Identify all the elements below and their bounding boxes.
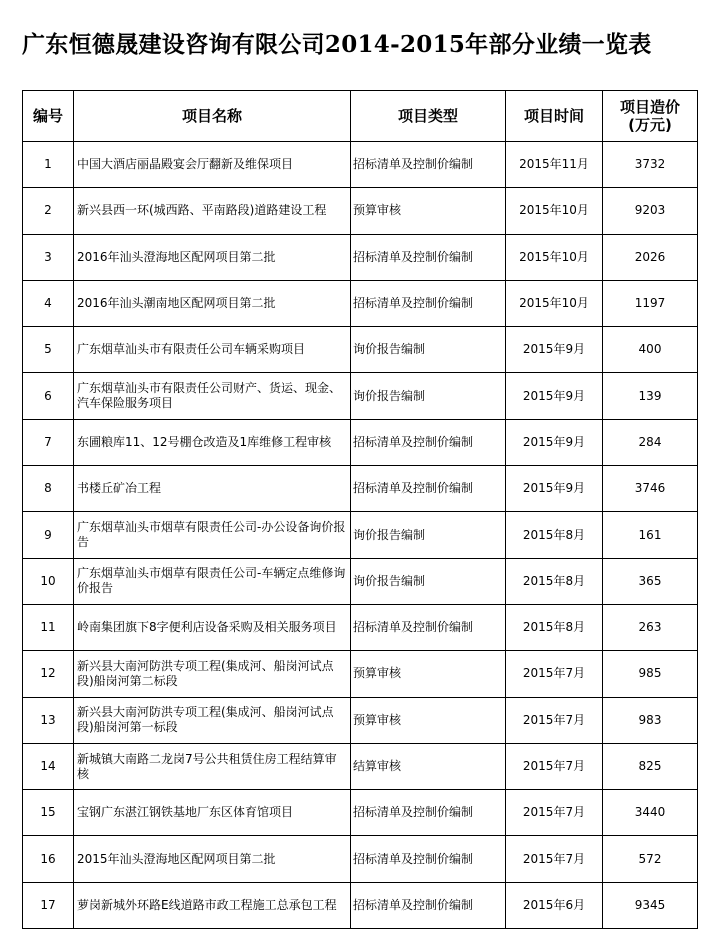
- cell-no: 5: [23, 327, 74, 373]
- cell-no: 3: [23, 234, 74, 280]
- cell-project-name: 萝岗新城外环路E线道路市政工程施工总承包工程: [74, 882, 351, 928]
- cell-project-type: 招标清单及控制价编制: [351, 142, 506, 188]
- cell-no: 15: [23, 790, 74, 836]
- table-row: [23, 558, 698, 604]
- cell-project-type: 预算审核: [351, 651, 506, 697]
- cell-project-name: 新兴县大南河防洪专项工程(集成河、船岗河试点段)船岗河第一标段: [74, 697, 351, 743]
- cell-project-name: 广东烟草汕头市烟草有限责任公司-车辆定点维修询价报告: [74, 558, 351, 604]
- cell-no: 1: [23, 142, 74, 188]
- table-row: [23, 882, 698, 928]
- cell-no: 2: [23, 188, 74, 234]
- cell-no: 8: [23, 466, 74, 512]
- cell-project-type: 询价报告编制: [351, 327, 506, 373]
- cell-no: 13: [23, 697, 74, 743]
- cell-no: 14: [23, 743, 74, 789]
- cell-project-time: 2015年9月: [506, 466, 603, 512]
- cell-project-time: 2015年10月: [506, 234, 603, 280]
- header-type: 项目类型: [351, 91, 506, 142]
- table-row: [23, 743, 698, 789]
- cell-project-time: 2015年7月: [506, 651, 603, 697]
- cell-project-type: 招标清单及控制价编制: [351, 234, 506, 280]
- cell-project-time: 2015年10月: [506, 280, 603, 326]
- header-time: 项目时间: [506, 91, 603, 142]
- table-row: [23, 697, 698, 743]
- table-row: [23, 373, 698, 419]
- cell-no: 6: [23, 373, 74, 419]
- cell-project-time: 2015年9月: [506, 327, 603, 373]
- cell-project-cost: 284: [603, 419, 698, 465]
- cell-project-type: 招标清单及控制价编制: [351, 790, 506, 836]
- cell-project-type: 预算审核: [351, 697, 506, 743]
- cell-project-type: 预算审核: [351, 188, 506, 234]
- performance-table: [22, 90, 698, 929]
- table-row: [23, 419, 698, 465]
- header-cost-line2: (万元): [628, 116, 672, 134]
- cell-project-name: 2016年汕头澄海地区配网项目第二批: [74, 234, 351, 280]
- cell-project-cost: 3732: [603, 142, 698, 188]
- cell-project-cost: 985: [603, 651, 698, 697]
- cell-project-type: 询价报告编制: [351, 373, 506, 419]
- cell-project-cost: 3440: [603, 790, 698, 836]
- table-row: [23, 790, 698, 836]
- cell-project-type: 招标清单及控制价编制: [351, 466, 506, 512]
- cell-no: 16: [23, 836, 74, 882]
- cell-project-time: 2015年10月: [506, 188, 603, 234]
- cell-project-type: 招标清单及控制价编制: [351, 882, 506, 928]
- cell-project-time: 2015年7月: [506, 743, 603, 789]
- cell-project-name: 广东烟草汕头市有限责任公司财产、货运、现金、汽车保险服务项目: [74, 373, 351, 419]
- cell-project-name: 岭南集团旗下8字便利店设备采购及相关服务项目: [74, 604, 351, 650]
- table-row: [23, 327, 698, 373]
- cell-project-cost: 400: [603, 327, 698, 373]
- cell-project-type: 招标清单及控制价编制: [351, 604, 506, 650]
- table-row: [23, 604, 698, 650]
- cell-project-type: 招标清单及控制价编制: [351, 419, 506, 465]
- header-name: 项目名称: [74, 91, 351, 142]
- cell-project-time: 2015年7月: [506, 836, 603, 882]
- cell-project-cost: 1197: [603, 280, 698, 326]
- cell-project-name: 东圃粮库11、12号棚仓改造及1库维修工程审核: [74, 419, 351, 465]
- cell-no: 17: [23, 882, 74, 928]
- table-row: [23, 651, 698, 697]
- cell-project-type: 结算审核: [351, 743, 506, 789]
- page-title: 广东恒德晟建设咨询有限公司2014-2015年部分业绩一览表: [22, 31, 652, 58]
- table-row: [23, 142, 698, 188]
- cell-no: 7: [23, 419, 74, 465]
- cell-no: 4: [23, 280, 74, 326]
- header-cost: [603, 91, 698, 142]
- cell-project-cost: 2026: [603, 234, 698, 280]
- cell-project-name: 广东烟草汕头市有限责任公司车辆采购项目: [74, 327, 351, 373]
- cell-no: 10: [23, 558, 74, 604]
- cell-project-cost: 3746: [603, 466, 698, 512]
- cell-project-name: 中国大酒店丽晶殿宴会厅翻新及维保项目: [74, 142, 351, 188]
- header-cost-line1: 项目造价: [619, 98, 680, 116]
- cell-project-time: 2015年9月: [506, 419, 603, 465]
- cell-project-type: 招标清单及控制价编制: [351, 280, 506, 326]
- table-row: [23, 188, 698, 234]
- cell-project-cost: 9203: [603, 188, 698, 234]
- cell-project-type: 招标清单及控制价编制: [351, 836, 506, 882]
- cell-project-name: 新兴县西一环(城西路、平南路段)道路建设工程: [74, 188, 351, 234]
- cell-project-time: 2015年8月: [506, 512, 603, 558]
- cell-project-time: 2015年8月: [506, 558, 603, 604]
- cell-project-type: 询价报告编制: [351, 512, 506, 558]
- header-no: 编号: [23, 91, 74, 142]
- cell-no: 12: [23, 651, 74, 697]
- cell-project-time: 2015年11月: [506, 142, 603, 188]
- cell-project-name: 2016年汕头潮南地区配网项目第二批: [74, 280, 351, 326]
- cell-project-time: 2015年7月: [506, 697, 603, 743]
- cell-project-time: 2015年7月: [506, 790, 603, 836]
- cell-project-cost: 825: [603, 743, 698, 789]
- cell-project-time: 2015年6月: [506, 882, 603, 928]
- cell-project-cost: 263: [603, 604, 698, 650]
- cell-project-cost: 983: [603, 697, 698, 743]
- cell-project-type: 询价报告编制: [351, 558, 506, 604]
- cell-project-name: 书楼丘矿冶工程: [74, 466, 351, 512]
- cell-project-name: 新兴县大南河防洪专项工程(集成河、船岗河试点段)船岗河第二标段: [74, 651, 351, 697]
- table-row: [23, 512, 698, 558]
- cell-project-cost: 365: [603, 558, 698, 604]
- cell-project-cost: 161: [603, 512, 698, 558]
- table-header-row: [23, 91, 698, 142]
- cell-no: 11: [23, 604, 74, 650]
- cell-project-cost: 9345: [603, 882, 698, 928]
- cell-project-cost: 139: [603, 373, 698, 419]
- cell-project-name: 广东烟草汕头市烟草有限责任公司-办公设备询价报告: [74, 512, 351, 558]
- cell-project-time: 2015年9月: [506, 373, 603, 419]
- cell-project-time: 2015年8月: [506, 604, 603, 650]
- cell-no: 9: [23, 512, 74, 558]
- table-row: [23, 234, 698, 280]
- cell-project-name: 宝钢广东湛江钢铁基地厂东区体育馆项目: [74, 790, 351, 836]
- table-row: [23, 836, 698, 882]
- cell-project-cost: 572: [603, 836, 698, 882]
- table-row: [23, 466, 698, 512]
- cell-project-name: 2015年汕头澄海地区配网项目第二批: [74, 836, 351, 882]
- table-row: [23, 280, 698, 326]
- cell-project-name: 新城镇大南路二龙岗7号公共租赁住房工程结算审核: [74, 743, 351, 789]
